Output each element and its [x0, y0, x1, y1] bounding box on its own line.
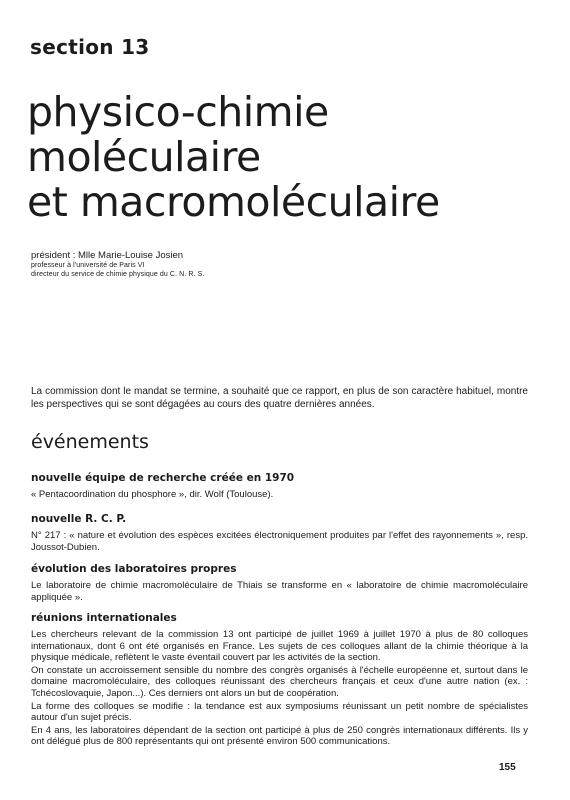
block-heading: évolution des laboratoires propres [31, 563, 237, 575]
block-text: « Pentacoordination du phosphore », dir. Wolf (Toulouse). [31, 489, 274, 500]
president-info [31, 250, 204, 279]
block-heading: nouvelle R. C. P. [31, 513, 127, 525]
paragraph: On constate un accroissement sensible du nombre des congrès organisés à l'échelle européenne et, surtout dans le domaine macromoléculaire, des colloques réunissant des chercheurs français et ceux d'une autre nation (ex. : Tchécoslovaquie, Japon...). Ces derniers ont alors un but de coopération. [31, 664, 528, 699]
president-role-2: directeur du service de chimie physique du C. N. R. S. [31, 271, 205, 278]
block-labs-evolution [31, 563, 528, 603]
intro-paragraph: La commission dont le mandat se termine, a souhaité que ce rapport, en plus de son caractère habituel, montre les perspectives qui se sont dégagées au cours des quatre dernières années. [31, 386, 528, 410]
page-number: 155 [499, 762, 516, 773]
block-text: N° 217 : « nature et évolution des espèces excitées électroniquement produites par l'effet des rayonnements », resp. Joussot-Dubien. [31, 530, 528, 553]
block-heading: réunions internationales [31, 612, 177, 624]
section-label: section 13 [30, 35, 150, 59]
block-text: Le laboratoire de chimie macromoléculaire de Thiais se transforme en « laboratoire de chimie macromoléculaire appliquée ». [31, 580, 528, 603]
title-line-2: moléculaire [27, 133, 261, 181]
block-new-rcp [31, 513, 528, 553]
paragraph: La forme des colloques se modifie : la tendance est aux symposiums réunissant un petit nombre de spécialistes autour d'un sujet précis. [31, 700, 528, 724]
paragraph: Les chercheurs relevant de la commission 13 ont participé de juillet 1969 à juillet 1970 à plus de 80 colloques internationaux, dont 6 ont été organisés en France. Les sujets de ces colloques allant de la chimie théorique à la physique médicale, reflètent le vaste éventail couvert par les activités de la section. [31, 629, 528, 664]
president-name: président : Mlle Marie-Louise Josien [31, 250, 184, 261]
block-heading: nouvelle équipe de recherche créée en 1970 [31, 472, 295, 484]
paragraph: En 4 ans, les laboratoires dépendant de la section ont participé à plus de 250 congrès internationaux différents. Ils y ont délégué plus de 800 représentants qui ont présenté environ 500 communications. [31, 724, 528, 748]
block-new-team [31, 472, 528, 501]
events-heading: événements [31, 431, 149, 453]
page-title [27, 90, 440, 225]
president-role-1: professeur à l'université de Paris VI [31, 262, 145, 269]
title-line-3: et macromoléculaire [27, 178, 440, 226]
block-paragraphs [31, 629, 528, 748]
block-international-meetings [31, 612, 528, 749]
title-line-1: physico-chimie [27, 88, 329, 136]
